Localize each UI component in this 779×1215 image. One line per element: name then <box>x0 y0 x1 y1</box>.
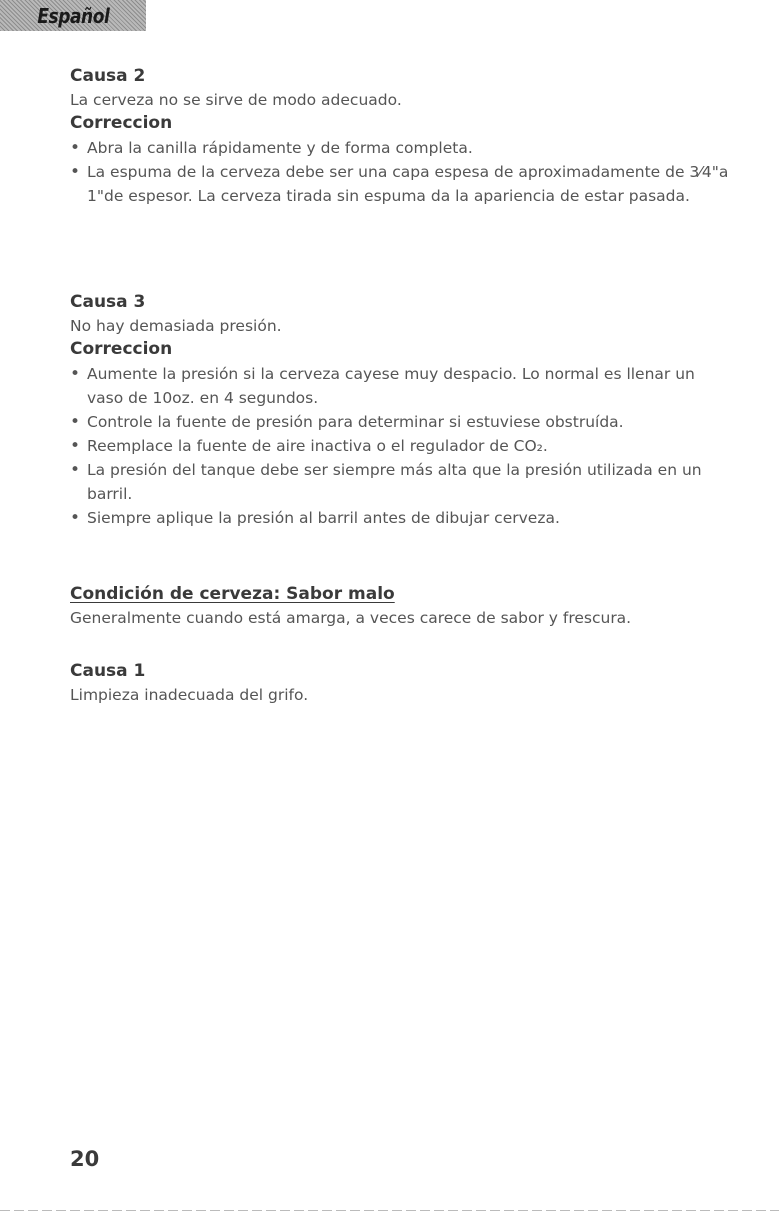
list-item: • La espuma de la cerveza debe ser una capa espesa de aproximadamente de 3⁄4"a 1"de espesor. La cerveza tirada sin espuma da la apariencia de estar pasada. <box>70 160 730 208</box>
cause-2-correction-title: Correccion <box>70 113 173 133</box>
cause-3-correction-list <box>70 362 730 530</box>
list-item: • La presión del tanque debe ser siempre más alta que la presión utilizada en un barril. <box>70 458 730 506</box>
list-item: • Reemplace la fuente de aire inactiva o el regulador de CO₂. <box>70 434 730 458</box>
list-item: • Controle la fuente de presión para determinar si estuviese obstruída. <box>70 410 730 434</box>
bottom-rule <box>0 1210 779 1211</box>
cause-1-section <box>70 659 730 706</box>
list-item: • Abra la canilla rápidamente y de forma completa. <box>70 136 730 160</box>
condition-title: Condición de cerveza: Sabor malo <box>70 584 395 604</box>
page-content <box>70 64 730 704</box>
cause-3-title: Causa 3 <box>70 292 146 312</box>
condition-section <box>70 582 730 629</box>
cause-3-correction-title: Correccion <box>70 339 173 359</box>
cause-2-section <box>70 64 730 208</box>
cause-2-title: Causa 2 <box>70 66 146 86</box>
page-number: 20 <box>70 1147 100 1171</box>
cause-2-correction-list <box>70 136 730 208</box>
list-item: • Siempre aplique la presión al barril antes de dibujar cerveza. <box>70 506 730 530</box>
language-tab-label: Español <box>36 3 110 28</box>
cause-3-text: No hay demasiada presión. <box>70 317 282 335</box>
cause-1-title: Causa 1 <box>70 661 146 681</box>
condition-text: Generalmente cuando está amarga, a veces carece de sabor y frescura. <box>70 609 632 627</box>
list-item: • Aumente la presión si la cerveza cayese muy despacio. Lo normal es llenar un vaso de 10oz. en 4 segundos. <box>70 362 730 410</box>
cause-3-section <box>70 290 730 530</box>
cause-2-text: La cerveza no se sirve de modo adecuado. <box>70 91 402 109</box>
cause-1-text: Limpieza inadecuada del grifo. <box>70 686 309 704</box>
language-tab <box>0 0 146 31</box>
